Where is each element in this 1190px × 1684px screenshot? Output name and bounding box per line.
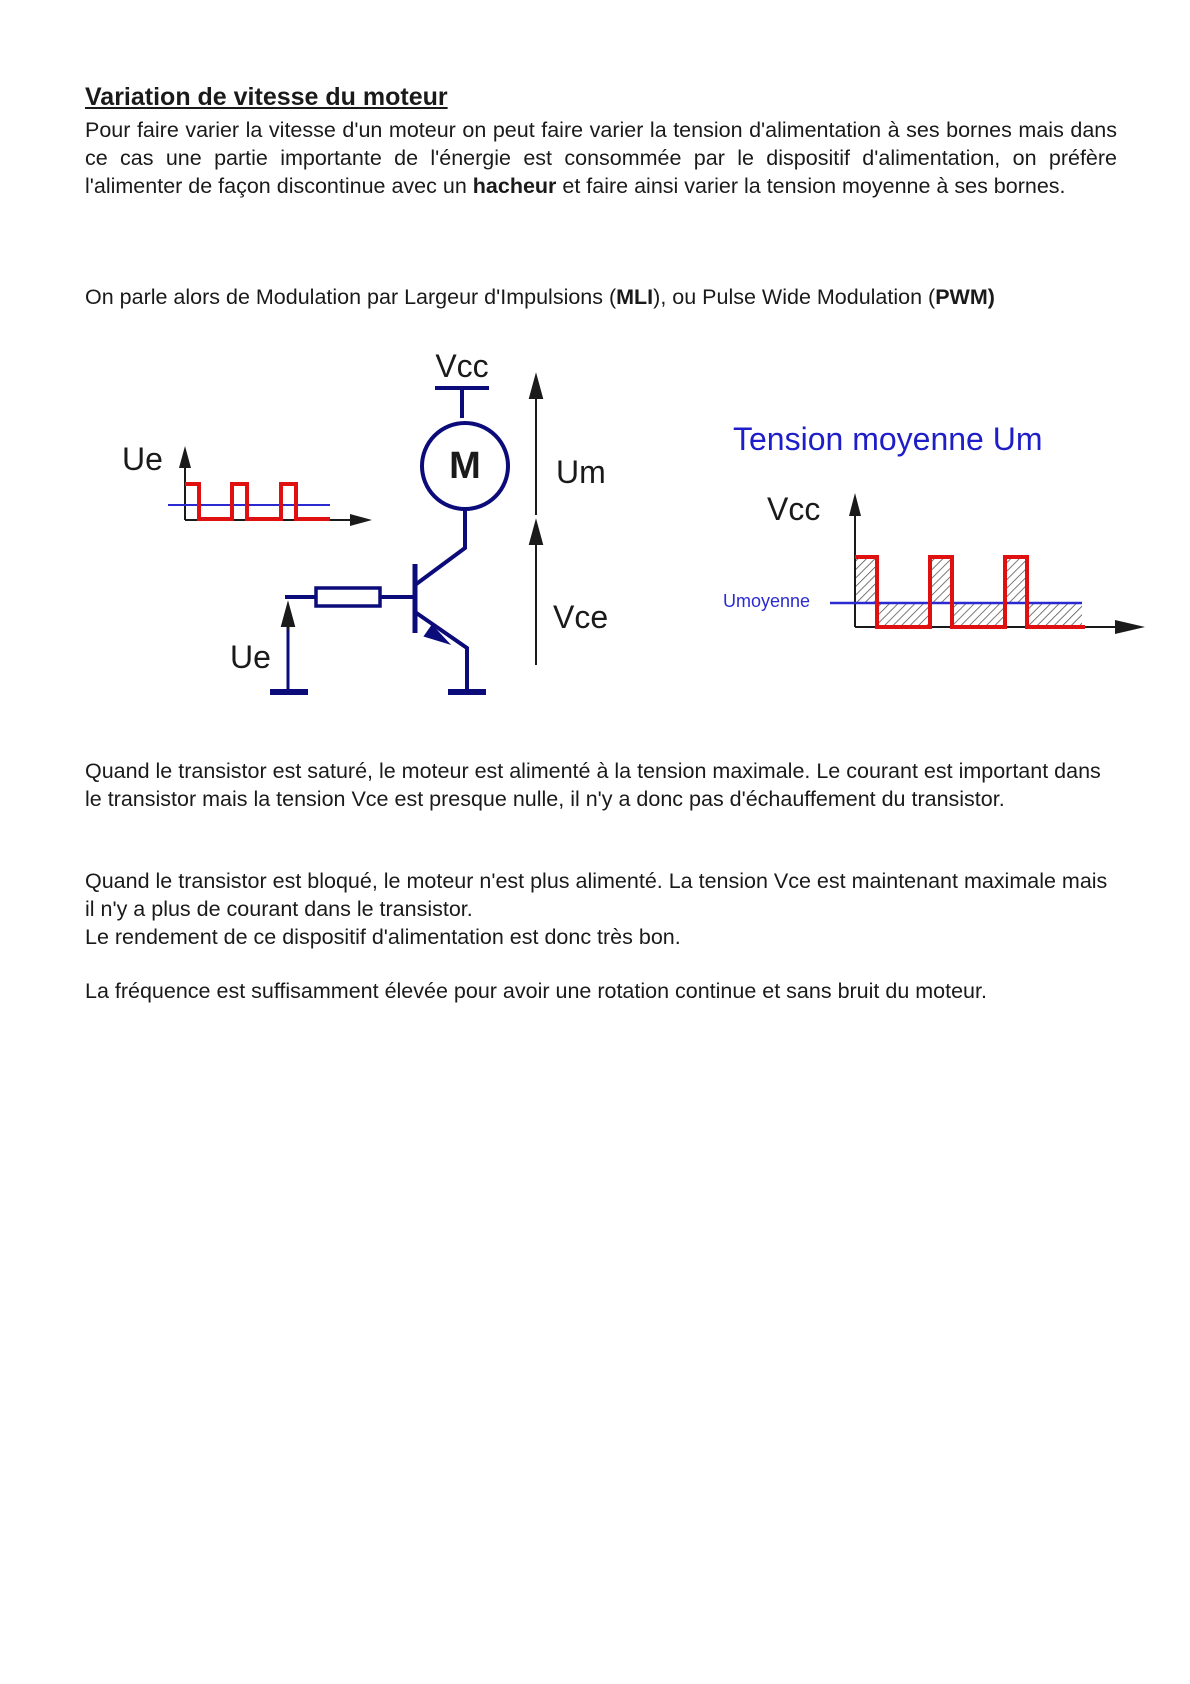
hatch-gap-3 (1027, 603, 1082, 627)
chart-y-axis-arrow (849, 493, 861, 516)
vce-label: Vce (553, 599, 609, 635)
emitter-wire (415, 612, 467, 690)
ue-y-axis-arrow (179, 446, 191, 468)
blocked-line-1: Quand le transistor est bloqué, le moteur n'est plus alimenté. La tension Vce est maintenant maximale mais il n'y a plus de courant dans le transistor. (85, 869, 1108, 921)
chart-title: Tension moyenne Um (733, 421, 1043, 457)
page-title: Variation de vitesse du moteur (85, 83, 448, 111)
chart-average-label: Umoyenne (723, 591, 811, 611)
vce-arrow-head (530, 522, 542, 544)
ue-signal-graph (122, 441, 372, 526)
circuit-schematic (270, 388, 508, 692)
pwm-bold-mli: MLI (616, 285, 654, 309)
frequency-paragraph: La fréquence est suffisamment élevée pour avoir une rotation continue et sans bruit du moteur. (85, 979, 987, 1003)
hatch-gap-2 (952, 603, 1005, 627)
ue-arrow-head (282, 604, 294, 626)
base-resistor (316, 588, 380, 606)
motor-label: M (449, 445, 481, 487)
hatch-pulse-3 (1005, 557, 1027, 603)
intro-text-2: et faire ainsi varier la tension moyenne à ses bornes. (556, 174, 1066, 198)
um-arrow-head (530, 376, 542, 398)
intro-text-1: Pour faire varier la vitesse d'un moteur on peut faire varier la tension d'alimentation à ses bornes mais dans ce cas une partie importante de l'énergie est consommée par le dispositif d'alimentation, on préfère l'alimenter de façon discontinue avec un (85, 118, 1117, 198)
ue-x-axis-arrow (350, 514, 372, 526)
pwm-bold-pwm: PWM) (935, 285, 995, 309)
blocked-line-2: Le rendement de ce dispositif d'alimentation est donc très bon. (85, 925, 681, 949)
vcc-label: Vcc (435, 348, 489, 384)
ue-input-label: Ue (230, 639, 271, 675)
hatch-pulse-1 (855, 557, 877, 603)
pwm-text-1: On parle alors de Modulation par Largeur d'Impulsions ( (85, 285, 617, 309)
pwm-paragraph (85, 283, 1117, 311)
chart-vcc-label: Vcc (767, 491, 821, 527)
pwm-text-2: ), ou Pulse Wide Modulation ( (653, 285, 936, 309)
saturated-paragraph: Quand le transistor est saturé, le moteur est alimenté à la tension maximale. Le courant est important dans le transistor mais la tension Vce est presque nulle, il n'y a donc pas d'échauffement du transistor. (85, 759, 1101, 811)
blocked-paragraph (85, 867, 1117, 951)
pwm-diagram (0, 330, 1190, 700)
ue-signal-label: Ue (122, 441, 163, 477)
collector-wire (415, 509, 465, 585)
hatch-gap-1 (877, 603, 930, 627)
intro-paragraph (85, 116, 1117, 200)
chart-x-axis-arrow (1115, 620, 1145, 634)
intro-bold-hacheur: hacheur (472, 174, 557, 198)
hatch-pulse-2 (930, 557, 952, 603)
um-label: Um (556, 454, 606, 490)
average-voltage-chart (723, 421, 1145, 634)
ue-pwm-waveform (185, 484, 330, 519)
